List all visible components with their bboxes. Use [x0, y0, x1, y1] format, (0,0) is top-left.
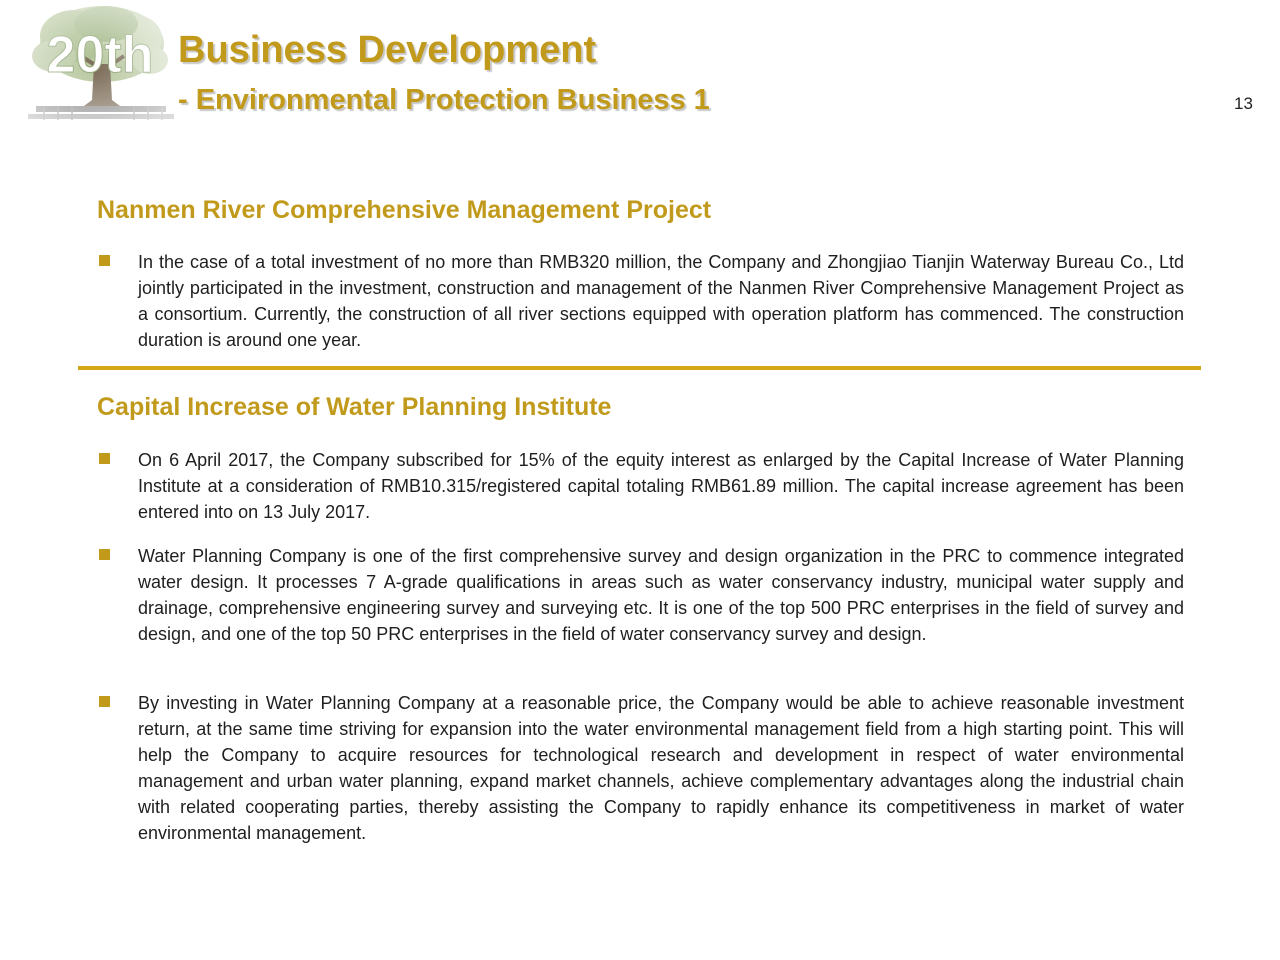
- page-number: 13: [1234, 94, 1253, 113]
- page-title: Business Development: [178, 29, 597, 71]
- bullet-text: In the case of a total investment of no more than RMB320 million, the Company and Zhongjiao Tianjin Waterway Bureau Co., Ltd jointly participated in the investment, construction and management of the Nanmen River Comprehensive Management Project as a consortium. Currently, the construction of all river sections equipped with operation platform has commenced. The construction duration is around one year.: [138, 252, 1184, 350]
- bullet-square-icon: [99, 696, 110, 707]
- page-subtitle: - Environmental Protection Business 1: [178, 84, 710, 116]
- bullet-text: Water Planning Company is one of the first comprehensive survey and design organization in the PRC to commence integrated water design. It processes 7 A-grade qualifications in areas such as water conservancy industry, municipal water supply and drainage, comprehensive engineering survey and surveying etc. It is one of the top 500 PRC enterprises in the field of survey and design, and one of the top 50 PRC enterprises in the field of water conservancy survey and design.: [138, 546, 1184, 644]
- bullet-item: [99, 543, 1184, 647]
- bullet-text: On 6 April 2017, the Company subscribed for 15% of the equity interest as enlarged by the Capital Increase of Water Planning Institute at a consideration of RMB10.315/registered capital totaling RMB61.89 million. The capital increase agreement has been entered into on 13 July 2017.: [138, 450, 1184, 522]
- bullet-item: [99, 447, 1184, 525]
- section-heading-water-planning: Capital Increase of Water Planning Institute: [97, 393, 612, 421]
- bullet-square-icon: [99, 255, 110, 266]
- bullet-square-icon: [99, 549, 110, 560]
- bullet-text: By investing in Water Planning Company at a reasonable price, the Company would be able to achieve reasonable investment return, at the same time striving for expansion into the water environmental management field from a high starting point. This will help the Company to acquire resources for technological research and development in respect of water environmental management and urban water planning, expand market channels, achieve complementary advantages along the industrial chain with related cooperating parties, thereby assisting the Company to rapidly enhance its competitiveness in market of water environmental management.: [138, 693, 1184, 843]
- anniversary-logo: [14, 2, 174, 132]
- bullet-square-icon: [99, 453, 110, 464]
- bullet-item: [99, 690, 1184, 846]
- section-divider: [78, 366, 1201, 370]
- bullet-item: [99, 249, 1184, 353]
- section-heading-nanmen-river: Nanmen River Comprehensive Management Project: [97, 196, 712, 224]
